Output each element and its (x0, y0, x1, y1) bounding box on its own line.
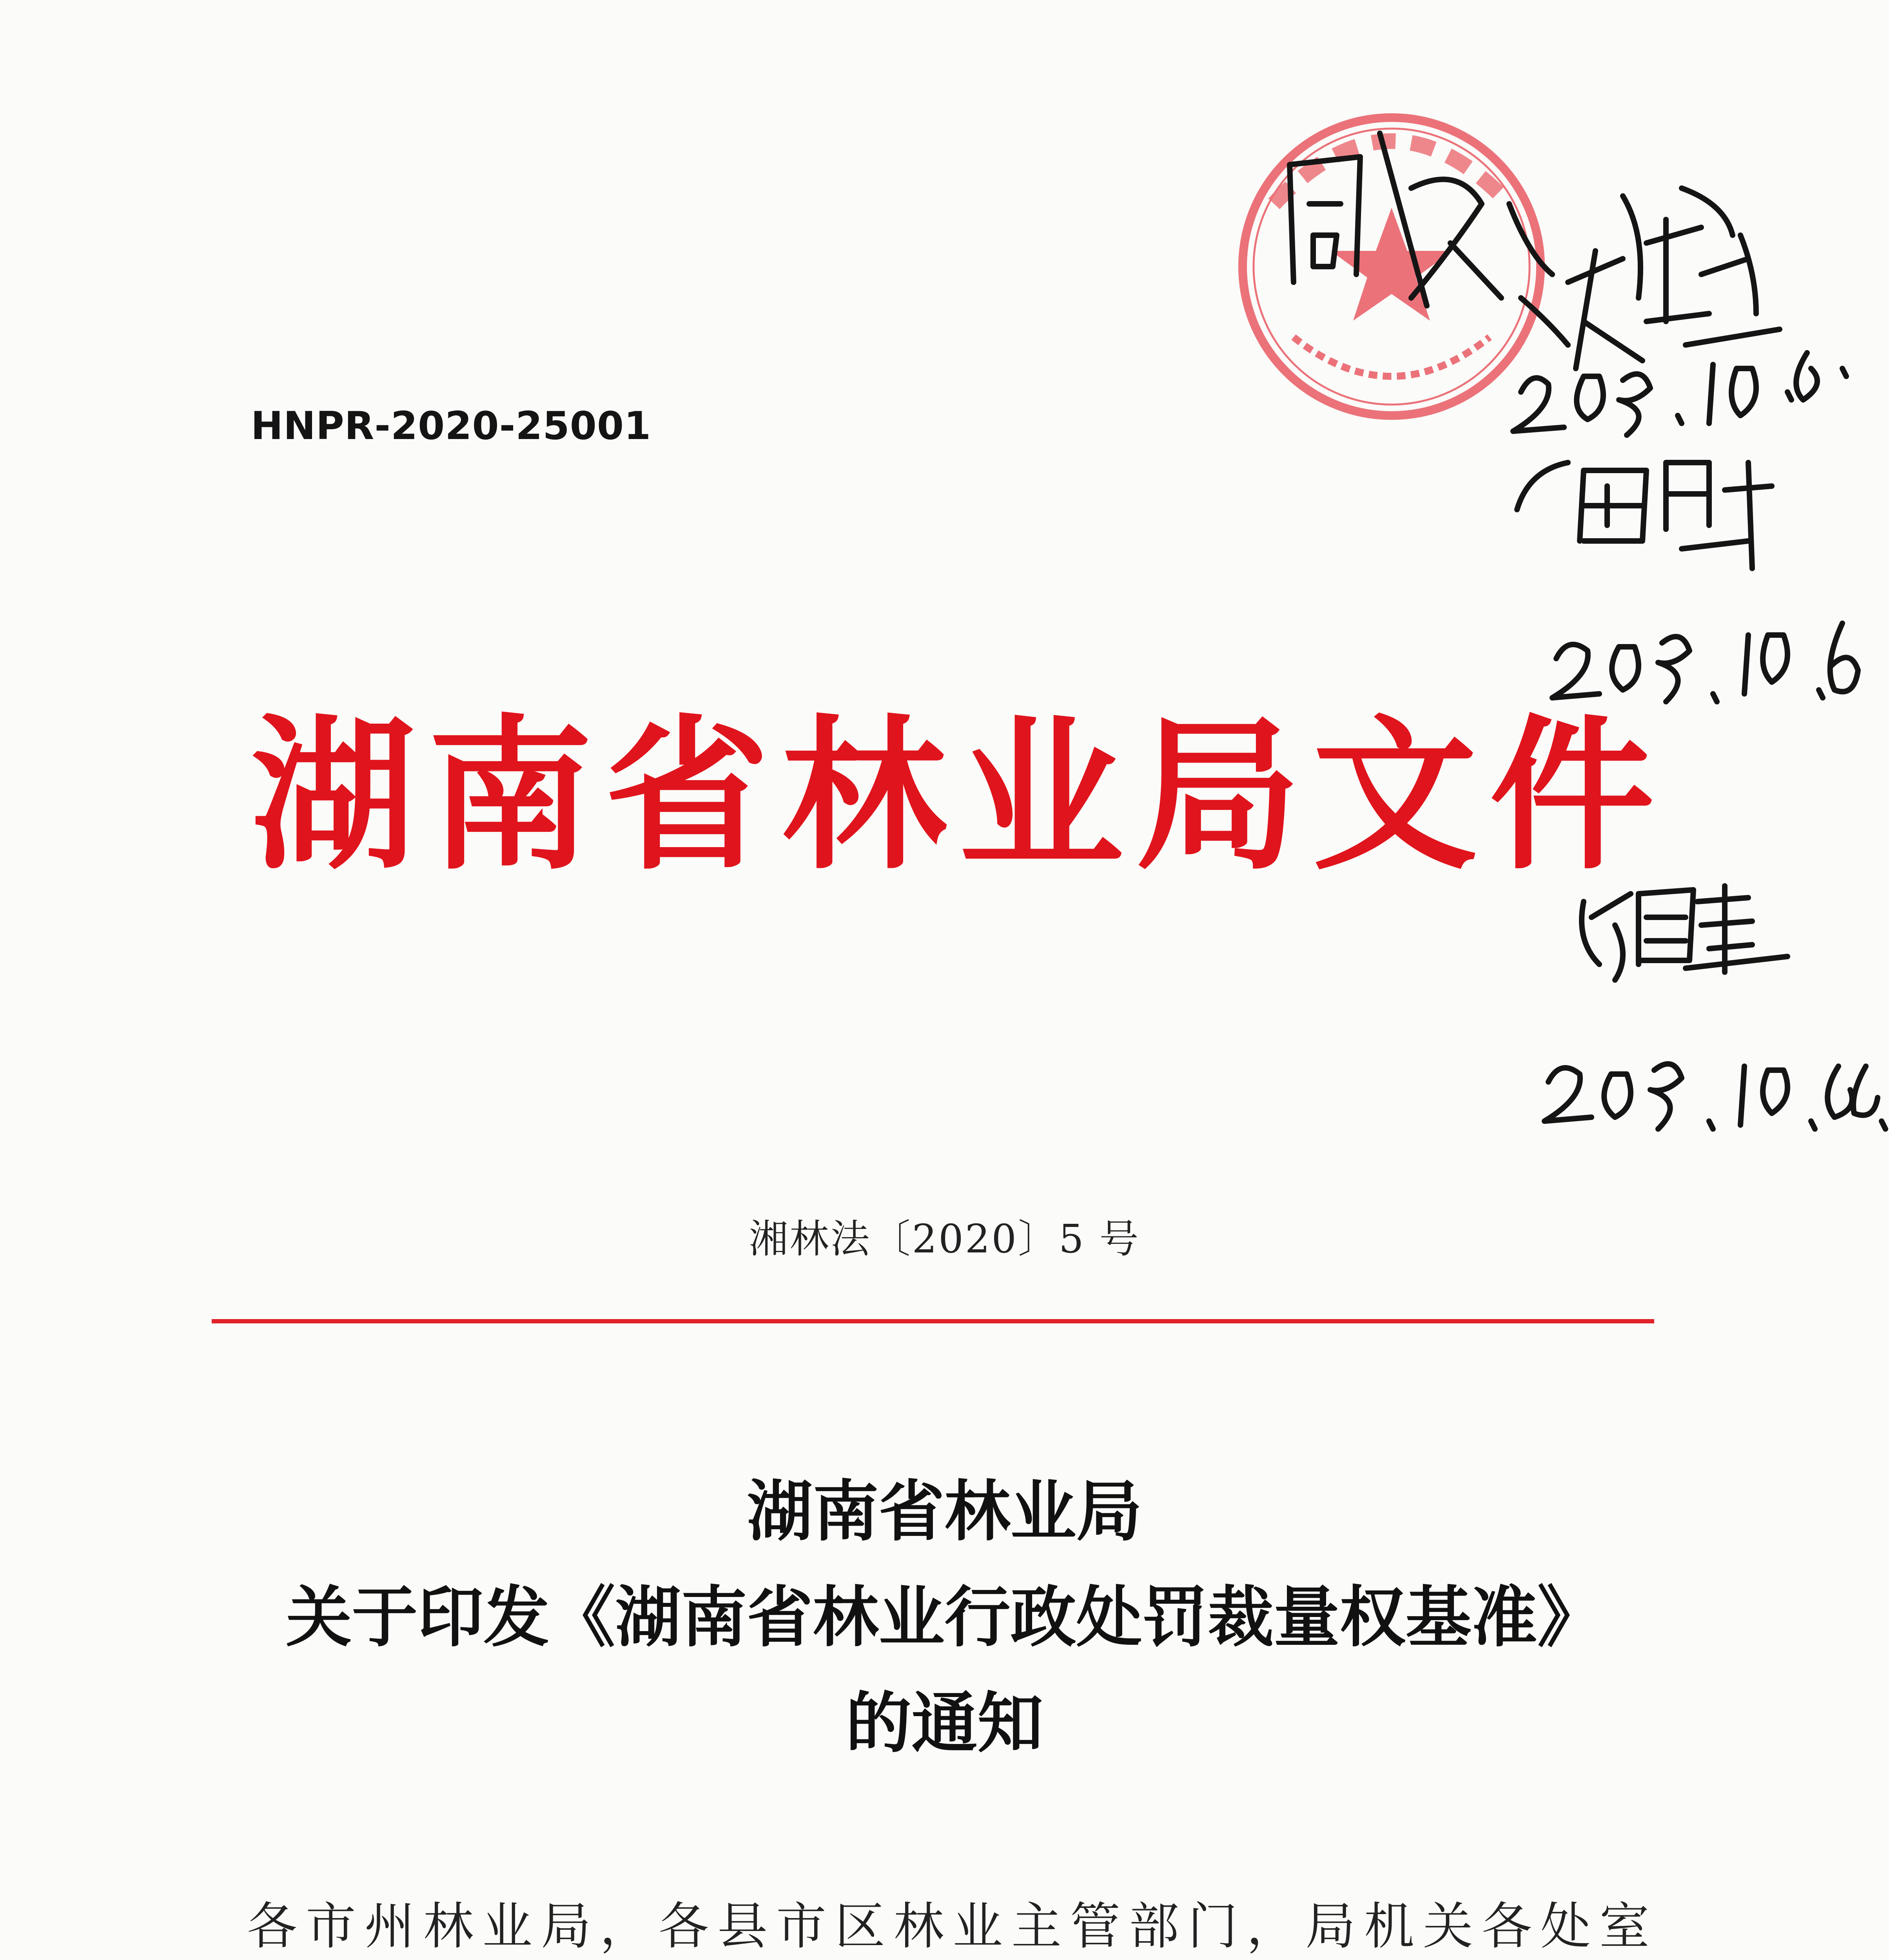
seal-star-icon (1331, 208, 1452, 321)
title-line: 的通知 (846, 1684, 1043, 1762)
masthead-char: 省 (604, 699, 762, 892)
official-seal (1243, 118, 1541, 416)
masthead-char: 湖 (251, 699, 408, 892)
masthead-char: 文 (1312, 699, 1470, 892)
issue-code: 湘林法〔2020〕5 号 (749, 1216, 1140, 1262)
masthead-char: 林 (782, 699, 939, 892)
doc-number: HNPR-2020-25001 (251, 404, 651, 448)
masthead-char: 局 (1136, 699, 1293, 892)
masthead-char: 南 (428, 699, 585, 892)
masthead-char: 件 (1489, 699, 1646, 892)
masthead-char: 业 (958, 699, 1116, 892)
addressee: 各市州林业局，各县市区林业主管部门，局机关各处室 (247, 1897, 1659, 1956)
title-line: 关于印发《湖南省林业行政处罚裁量权基准》 (286, 1578, 1603, 1656)
title-line: 湖南省林业局 (747, 1472, 1142, 1550)
